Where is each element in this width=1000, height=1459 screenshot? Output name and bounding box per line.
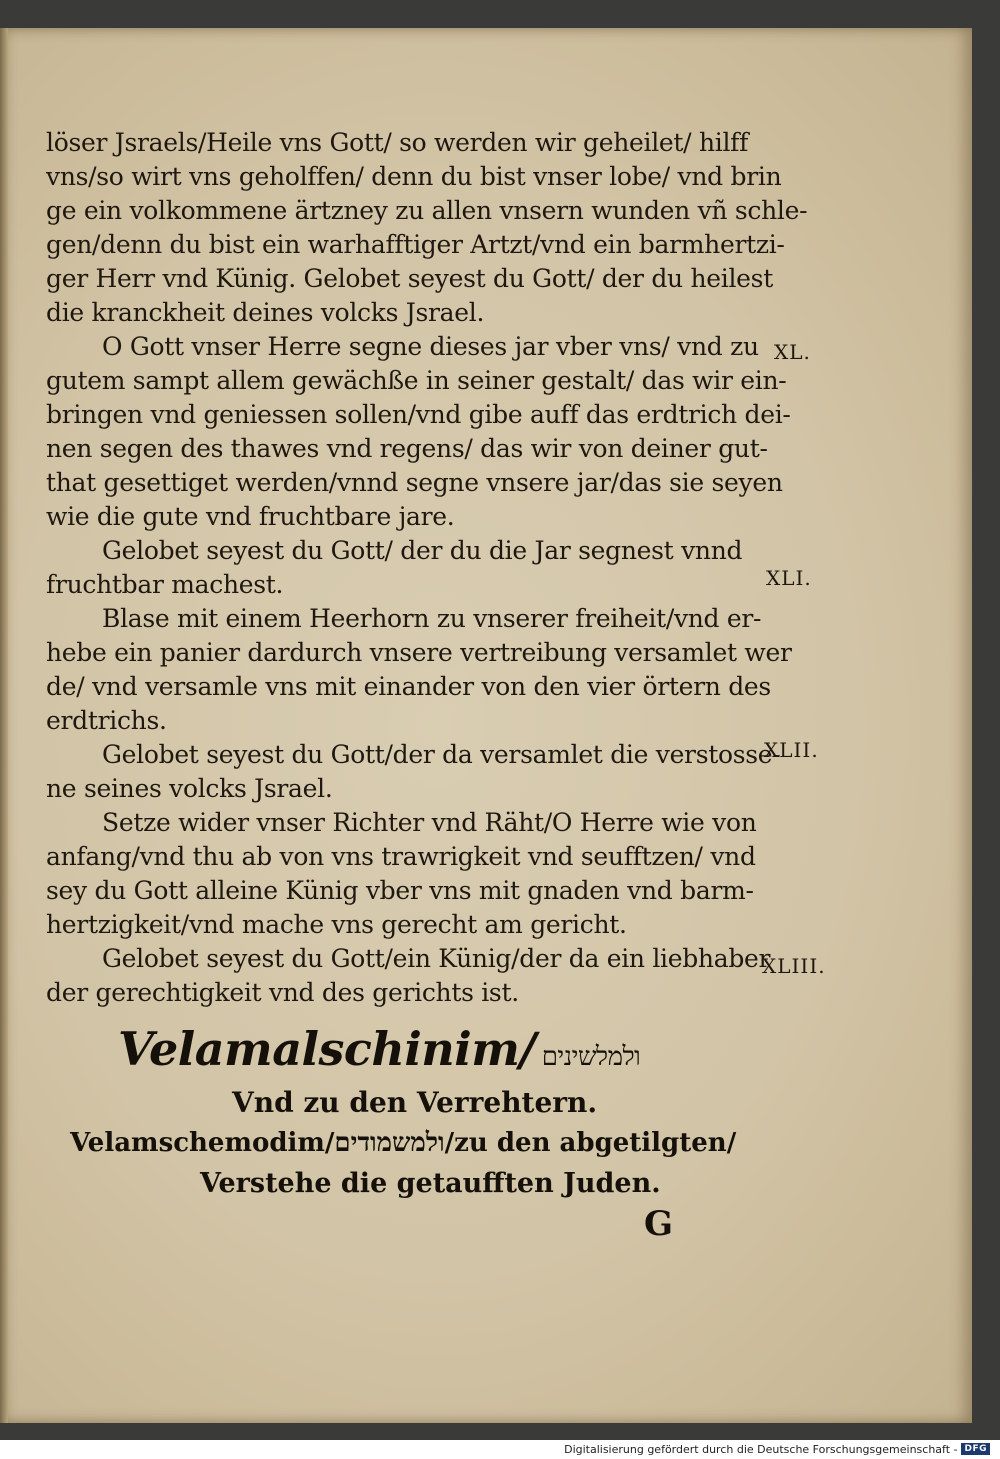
body-line: löser Jsraels/Heile vns Gott/ so werden wir geheilet/ hilff	[46, 128, 749, 157]
page-gutter	[0, 28, 8, 1423]
sub2-prefix: Velamschemodim/	[70, 1128, 335, 1158]
body-line: erdtrichs.	[46, 706, 167, 735]
body-line: der gerechtigkeit vnd des gerichts ist.	[46, 978, 519, 1007]
body-line: ne seines volcks Jsrael.	[46, 774, 333, 803]
body-line: de/ vnd versamle vns mit einander von den vier örtern des	[46, 672, 771, 701]
body-line: Setze wider vnser Richter vnd Räht/O Herre wie von	[102, 808, 757, 837]
body-line: Blase mit einem Heerhorn zu vnserer freiheit/vnd er-	[102, 604, 762, 633]
body-line: vns/so wirt vns geholffen/ denn du bist vnser lobe/ vnd brin	[46, 162, 782, 191]
body-line: gen/denn du bist ein warhafftiger Artzt/vnd ein barmhertzi-	[46, 230, 785, 259]
body-line: Gelobet seyest du Gott/der da versamlet die verstosse-	[102, 740, 781, 769]
body-line: Gelobet seyest du Gott/ der du die Jar segnest vnnd	[102, 536, 743, 565]
body-line: gutem sampt allem gewächße in seiner gestalt/ das wir ein-	[46, 366, 787, 395]
signature-mark: G	[644, 1204, 674, 1244]
margin-numeral: XLI.	[766, 566, 812, 590]
body-line: anfang/vnd thu ab von vns trawrigkeit vnd seufftzen/ vnd	[46, 842, 756, 871]
digitization-footer	[564, 1441, 990, 1457]
sub2-suffix: /zu den abgetilgten/	[444, 1128, 737, 1158]
heading-subtitle: Vnd zu den Verrehtern.	[232, 1086, 598, 1119]
body-line: fruchtbar machest.	[46, 570, 284, 599]
body-line: nen segen des thawes vnd regens/ das wir von deiner gut-	[46, 434, 768, 463]
section-heading	[118, 1022, 640, 1076]
heading-subtitle-2	[70, 1128, 736, 1158]
dfg-logo-icon: DFG	[961, 1443, 990, 1455]
sub2-hebrew: ולמשמודים	[334, 1128, 445, 1158]
body-line: wie die gute vnd fruchtbare jare.	[46, 502, 455, 531]
body-line: hebe ein panier dardurch vnsere vertreibung versamlet wer	[46, 638, 792, 667]
body-line: Gelobet seyest du Gott/ein Künig/der da ein liebhaber	[102, 944, 771, 973]
body-line: hertzigkeit/vnd mache vns gerecht am gericht.	[46, 910, 627, 939]
margin-numeral: XLIII.	[762, 954, 826, 978]
body-line: sey du Gott alleine Künig vber vns mit gnaden vnd barm-	[46, 876, 754, 905]
body-line: die kranckheit deines volcks Jsrael.	[46, 298, 485, 327]
footer-credit: Digitalisierung gefördert durch die Deutsche Forschungsgemeinschaft -	[564, 1442, 958, 1456]
body-line: ger Herr vnd Künig. Gelobet seyest du Gott/ der du heilest	[46, 264, 773, 293]
body-line: bringen vnd geniessen sollen/vnd gibe auff das erdtrich dei-	[46, 400, 791, 429]
body-line: that gesettiget werden/vnnd segne vnsere jar/das sie seyen	[46, 468, 783, 497]
heading-latin: Velamalschinim/	[118, 1022, 536, 1076]
body-line: ge ein volkommene ärtzney zu allen vnsern wunden vñ schle-	[46, 196, 808, 225]
heading-hebrew: ולמלשינים	[541, 1042, 641, 1072]
body-line: O Gott vnser Herre segne dieses jar vber vns/ vnd zu	[102, 332, 759, 361]
margin-numeral: XLII.	[764, 738, 819, 762]
heading-subtitle-3: Verstehe die getaufften Juden.	[200, 1168, 661, 1199]
margin-numeral: XL.	[774, 340, 811, 364]
